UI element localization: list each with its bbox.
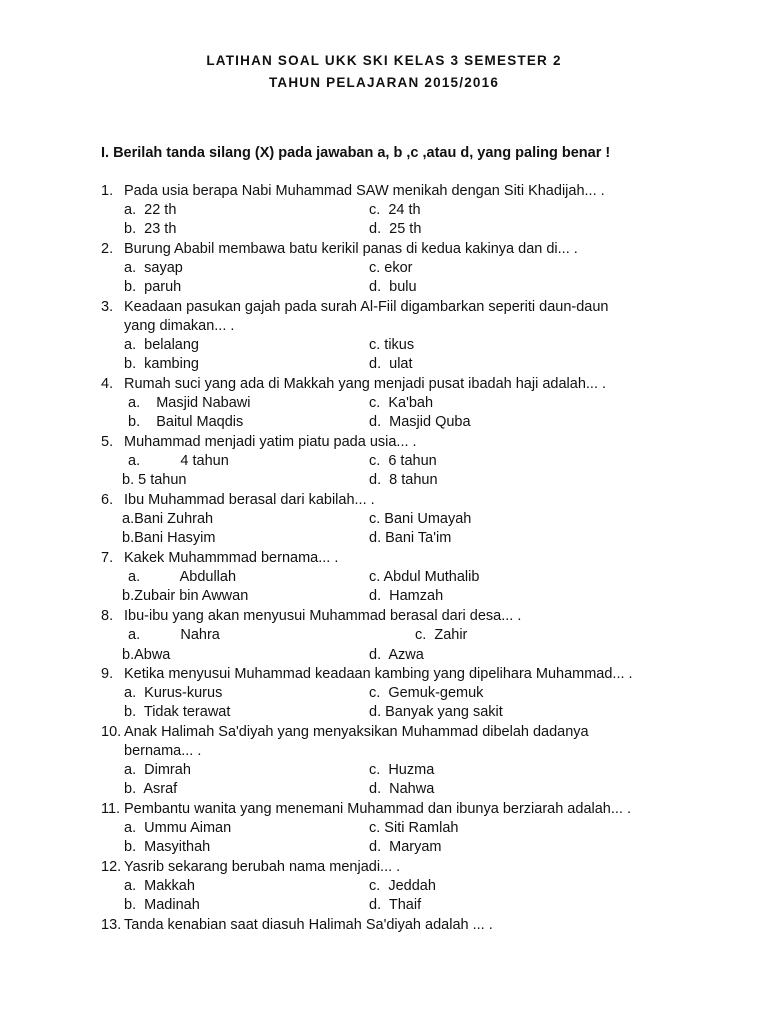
answer-option: c. Siti Ramlah (369, 820, 459, 836)
answer-option: a. Nahra (128, 627, 220, 643)
answer-option: c. Abdul Muthalib (369, 569, 480, 585)
answer-option: c. ekor (369, 260, 413, 276)
question-number: 6. (101, 492, 114, 508)
answer-option: d. 25 th (369, 221, 422, 237)
question-text: Yasrib sekarang berubah nama menjadi... . (124, 859, 401, 875)
answer-option: c. tikus (369, 337, 415, 353)
answer-option: b. paruh (124, 279, 182, 295)
question-text: Muhammad menjadi yatim piatu pada usia... . (124, 434, 417, 450)
answer-option: d. Masjid Quba (369, 414, 471, 430)
question-text: Ibu-ibu yang akan menyusui Muhammad berasal dari desa... . (124, 608, 522, 624)
answer-option: a. Masjid Nabawi (128, 395, 251, 411)
question-text: Keadaan pasukan gajah pada surah Al-Fiil digambarkan seperiti daun-daun (124, 299, 609, 315)
answer-option: a. sayap (124, 260, 183, 276)
answer-option: d. Hamzah (369, 588, 444, 604)
answer-option: c. Zahir (415, 627, 468, 643)
question-text: Pada usia berapa Nabi Muhammad SAW menikah dengan Siti Khadijah... . (124, 183, 605, 199)
answer-option: a. Makkah (124, 878, 195, 894)
answer-option: b. Tidak terawat (124, 704, 231, 720)
answer-option: c. Jeddah (369, 878, 436, 894)
question-number: 2. (101, 241, 114, 257)
answer-option: a.Bani Zuhrah (122, 511, 214, 527)
document-title: LATIHAN SOAL UKK SKI KELAS 3 SEMESTER 2 (206, 53, 562, 68)
answer-option: d. Bani Ta'im (369, 530, 452, 546)
question-text: Kakek Muhammmad bernama... . (124, 550, 339, 566)
answer-option: a. Abdullah (128, 569, 237, 585)
answer-option: b. Masyithah (124, 839, 211, 855)
answer-option: d. Nahwa (369, 781, 435, 797)
question-number: 8. (101, 608, 114, 624)
answer-option: a. Kurus-kurus (124, 685, 223, 701)
question-text: Burung Ababil membawa batu kerikil panas di kedua kakinya dan di... . (124, 241, 578, 257)
question-number: 5. (101, 434, 114, 450)
question-text: bernama... . (124, 743, 202, 759)
answer-option: d. Banyak yang sakit (369, 704, 503, 720)
question-text: Pembantu wanita yang menemani Muhammad dan ibunya berziarah adalah... . (124, 801, 631, 817)
answer-option: c. Gemuk-gemuk (369, 685, 484, 701)
question-text: Ketika menyusui Muhammad keadaan kambing yang dipelihara Muhammad... . (124, 666, 633, 682)
question-text: Ibu Muhammad berasal dari kabilah... . (124, 492, 375, 508)
answer-option: a. belalang (124, 337, 199, 353)
question-number: 7. (101, 550, 114, 566)
answer-option: c. Huzma (369, 762, 435, 778)
answer-option: b. Madinah (124, 897, 200, 913)
answer-option: d. Azwa (369, 647, 424, 663)
answer-option: b. 23 th (124, 221, 177, 237)
question-number: 3. (101, 299, 114, 315)
answer-option: d. ulat (369, 356, 413, 372)
question-number: 13. (101, 917, 122, 933)
answer-option: d. Maryam (369, 839, 442, 855)
answer-option: b.Zubair bin Awwan (122, 588, 249, 604)
answer-option: b.Bani Hasyim (122, 530, 216, 546)
question-number: 4. (101, 376, 114, 392)
answer-option: c. 24 th (369, 202, 421, 218)
answer-option: c. Bani Umayah (369, 511, 472, 527)
answer-option: c. 6 tahun (369, 453, 437, 469)
answer-option: b. Baitul Maqdis (128, 414, 244, 430)
answer-option: a. Ummu Aiman (124, 820, 232, 836)
answer-option: b. Asraf (124, 781, 178, 797)
question-number: 9. (101, 666, 114, 682)
question-text: Tanda kenabian saat diasuh Halimah Sa'diyah adalah ... . (124, 917, 493, 933)
answer-option: d. 8 tahun (369, 472, 438, 488)
question-number: 11. (101, 801, 121, 817)
answer-option: c. Ka'bah (369, 395, 434, 411)
question-text: Rumah suci yang ada di Makkah yang menjadi pusat ibadah haji adalah... . (124, 376, 607, 392)
question-number: 12. (101, 859, 122, 875)
answer-option: b.Abwa (122, 647, 171, 663)
answer-option: b. kambing (124, 356, 199, 372)
answer-option: d. bulu (369, 279, 417, 295)
question-number: 1. (101, 183, 114, 199)
answer-option: a. 22 th (124, 202, 177, 218)
answer-option: b. 5 tahun (122, 472, 187, 488)
question-text: Anak Halimah Sa'diyah yang menyaksikan Muhammad dibelah dadanya (124, 724, 589, 740)
answer-option: a. 4 tahun (128, 453, 229, 469)
question-number: 10. (101, 724, 122, 740)
document-subtitle: TAHUN PELAJARAN 2015/2016 (268, 75, 500, 90)
answer-option: d. Thaif (369, 897, 422, 913)
question-text: yang dimakan... . (124, 318, 235, 334)
section-instruction: I. Berilah tanda silang (X) pada jawaban a, b ,c ,atau d, yang paling benar ! (101, 145, 611, 161)
answer-option: a. Dimrah (124, 762, 191, 778)
